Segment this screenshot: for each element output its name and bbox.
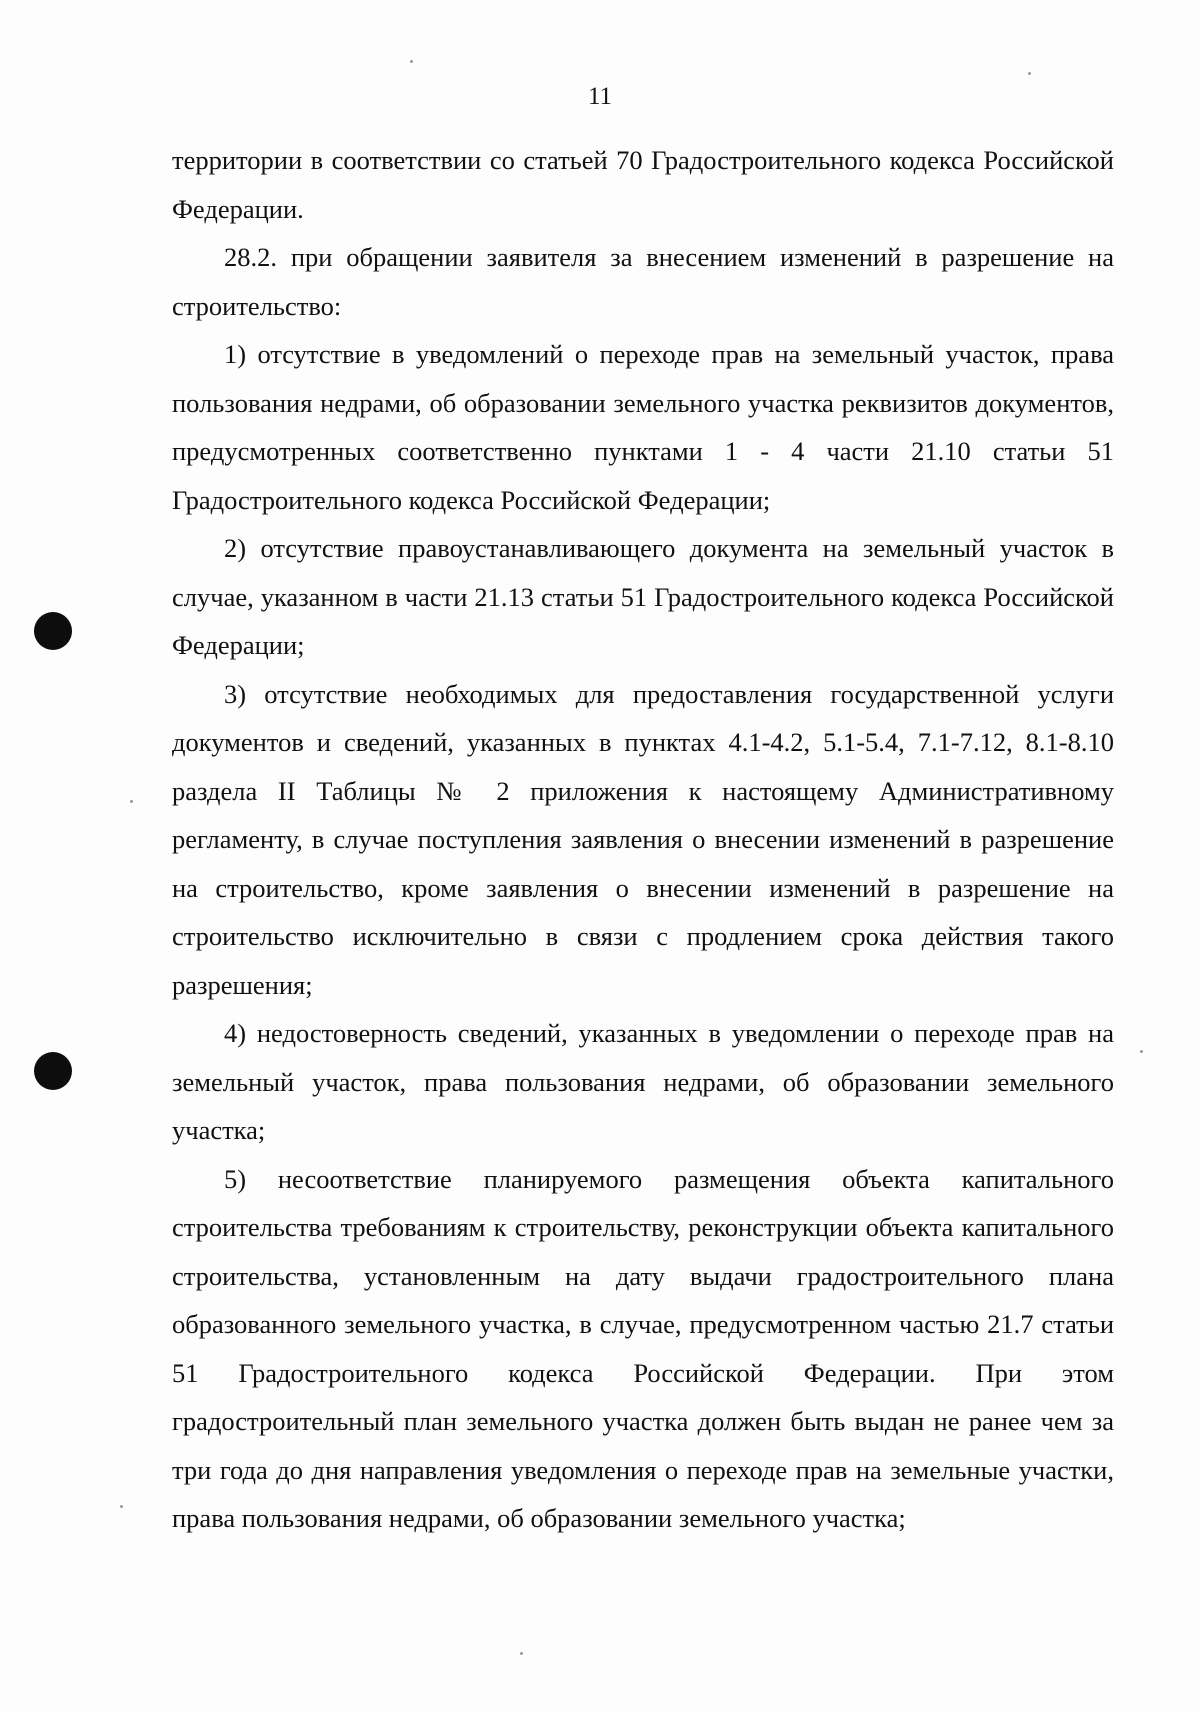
scan-speck — [410, 60, 413, 63]
scan-speck — [120, 1505, 123, 1508]
scan-speck — [520, 1652, 523, 1655]
list-item-5: 5) несоответствие планируемого размещения объекта капитального строительства требованиям к строительству, реконструкции объекта капитального строительства, установленным на дату выдачи градостроительного плана образованного земельного участка, в случае, предусмотренном частью 21.7 статьи 51 Градостроительного кодекса Российской Федерации. При этом градостроительный план земельного участка должен быть выдан не ранее чем за три года до дня направления уведомления о переходе прав на земельные участки, права пользования недрами, об образовании земельного участка; — [172, 1163, 1114, 1533]
list-item-3: 3) отсутствие необходимых для предоставления государственной услуги документов и сведений, указанных в пунктах 4.1-4.2, 5.1-5.4, 7.1-7.12, 8.1-8.10 раздела II Таблицы № 2 приложения к настоящему Административному регламенту, в случае поступления заявления о внесении изменений в разрешение на строительство, кроме заявления о внесении изменений в разрешение на строительство исключительно в связи с продлением срока действия такого разрешения; — [172, 678, 1114, 1000]
scan-speck — [1028, 72, 1031, 75]
binder-hole — [34, 1052, 72, 1090]
list-item-1: 1) отсутствие в уведомлений о переходе прав на земельный участок, права пользования недрами, об образовании земельного участка реквизитов документов, предусмотренных соответственно пунктами 1 - 4 части 21.10 статьи 51 Градостроительного кодекса Российской Федерации; — [172, 339, 1114, 515]
document-body — [172, 136, 1114, 1543]
list-item-4: 4) недостоверность сведений, указанных в уведомлении о переходе прав на земельный участок, права пользования недрами, об образовании земельного участка; — [172, 1018, 1114, 1145]
page-number: 11 — [587, 83, 613, 110]
scan-speck — [1140, 1050, 1143, 1053]
list-item-2: 2) отсутствие правоустанавливающего документа на земельный участок в случае, указанном в части 21.13 статьи 51 Градостроительного кодекса Российской Федерации; — [172, 533, 1114, 660]
scan-speck — [130, 800, 133, 803]
paragraph-continuation: территории в соответствии со статьей 70 Градостроительного кодекса Российской Федерации. — [172, 145, 1114, 224]
paragraph-28-2: 28.2. при обращении заявителя за внесением изменений в разрешение на строительство: — [172, 242, 1114, 321]
binder-hole — [34, 612, 72, 650]
